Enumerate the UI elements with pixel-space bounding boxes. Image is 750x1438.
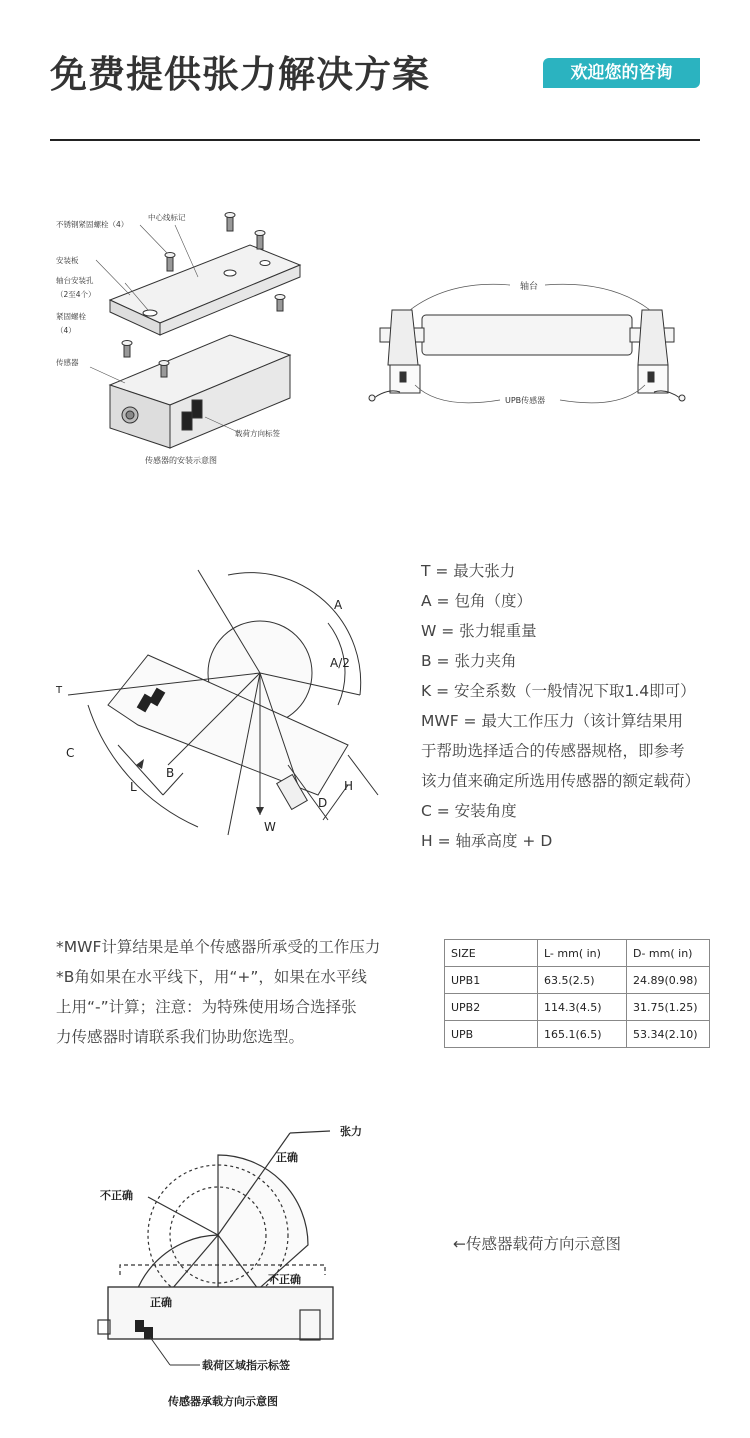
notes bbox=[56, 932, 416, 1052]
fix-bolt-label: 紧固螺栓 bbox=[56, 312, 86, 321]
label-C: C bbox=[66, 746, 75, 760]
note-line: 上用“-”计算；注意：为特殊使用场合选择张 bbox=[56, 998, 357, 1016]
label-T: T bbox=[56, 685, 63, 696]
table-cell: UPB2 bbox=[445, 994, 538, 1021]
table-cell: 63.5(2.5) bbox=[538, 967, 627, 994]
table-row bbox=[445, 1021, 710, 1048]
table-cell: UPB1 bbox=[445, 967, 538, 994]
angle-diagram bbox=[48, 565, 388, 840]
label-H: H bbox=[344, 779, 354, 793]
tension-label: 张力 bbox=[340, 1125, 362, 1138]
upb-sensor-label: UPB传感器 bbox=[505, 396, 546, 405]
incorrect-right-label: 不正确 bbox=[268, 1273, 301, 1286]
size-table bbox=[444, 939, 710, 1048]
direction-note: ←传感器载荷方向示意图 bbox=[453, 1235, 621, 1253]
header-divider bbox=[50, 139, 700, 141]
table-header-cell: L- mm( in) bbox=[538, 940, 627, 967]
hole-label: 轴台安装孔 bbox=[56, 276, 94, 285]
note-line: 力传感器时请联系我们协助您选型。 bbox=[56, 1028, 305, 1046]
formula-legend bbox=[421, 556, 700, 856]
fix-bolt-sub-label: （4） bbox=[56, 326, 76, 335]
table-cell: 165.1(6.5) bbox=[538, 1021, 627, 1048]
incorrect-left-label: 不正确 bbox=[100, 1189, 133, 1202]
direction-label: 载荷方向标签 bbox=[235, 429, 280, 438]
table-header-row bbox=[445, 940, 710, 967]
roller-diagram bbox=[360, 270, 695, 415]
table-cell: 31.75(1.25) bbox=[627, 994, 710, 1021]
label-D: D bbox=[318, 796, 328, 810]
correct-top-label: 正确 bbox=[276, 1151, 298, 1164]
label-W: W bbox=[264, 820, 276, 834]
correct-bottom-label: 正确 bbox=[150, 1296, 172, 1309]
legend-line: H = 轴承高度 + D bbox=[421, 832, 553, 850]
sensor-label: 传感器 bbox=[56, 358, 79, 367]
table-cell: 24.89(0.98) bbox=[627, 967, 710, 994]
fig4-caption: 传感器承载方向示意图 bbox=[168, 1395, 278, 1408]
fig1-caption: 传感器的安装示意图 bbox=[145, 456, 217, 465]
hole-sub-label: （2至4个） bbox=[56, 290, 96, 299]
table-header-cell: SIZE bbox=[445, 940, 538, 967]
note-line: *B角如果在水平线下，用“+”，如果在水平线 bbox=[56, 968, 367, 986]
table-row bbox=[445, 967, 710, 994]
label-L: L bbox=[130, 780, 137, 794]
label-B: B bbox=[166, 766, 175, 780]
legend-line: K = 安全系数（一般情况下取1.4即可） bbox=[421, 682, 696, 700]
bolts-label: 不锈钢紧固螺栓（4） bbox=[56, 220, 129, 229]
plate-label: 安装板 bbox=[56, 256, 79, 265]
legend-line: 该力值来确定所选用传感器的额定载荷） bbox=[421, 772, 701, 790]
legend-line: B = 张力夹角 bbox=[421, 652, 517, 670]
page-title: 免费提供张力解决方案 bbox=[50, 53, 430, 96]
label-A: A bbox=[334, 598, 343, 612]
note-line: *MWF计算结果是单个传感器所承受的工作压力 bbox=[56, 938, 381, 956]
legend-line: 于帮助选择适合的传感器规格，即参考 bbox=[421, 742, 685, 760]
legend-line: MWF = 最大工作压力（该计算结果用 bbox=[421, 712, 683, 730]
table-cell: 114.3(4.5) bbox=[538, 994, 627, 1021]
load-direction-diagram bbox=[90, 1115, 390, 1415]
table-cell: 53.34(2.10) bbox=[627, 1021, 710, 1048]
table-row bbox=[445, 994, 710, 1021]
center-mark-label: 中心线标记 bbox=[148, 213, 186, 222]
axle-label: 轴台 bbox=[520, 282, 539, 292]
installation-diagram bbox=[50, 205, 350, 470]
label-area-label: 载荷区域指示标签 bbox=[202, 1359, 290, 1372]
table-header-cell: D- mm( in) bbox=[627, 940, 710, 967]
legend-line: A = 包角（度） bbox=[421, 592, 532, 610]
table-cell: UPB bbox=[445, 1021, 538, 1048]
legend-line: C = 安装角度 bbox=[421, 802, 517, 820]
legend-line: T = 最大张力 bbox=[421, 562, 516, 580]
legend-line: W = 张力辊重量 bbox=[421, 622, 537, 640]
consult-button[interactable]: 欢迎您的咨询 bbox=[543, 58, 700, 88]
label-A2: A/2 bbox=[330, 656, 350, 670]
